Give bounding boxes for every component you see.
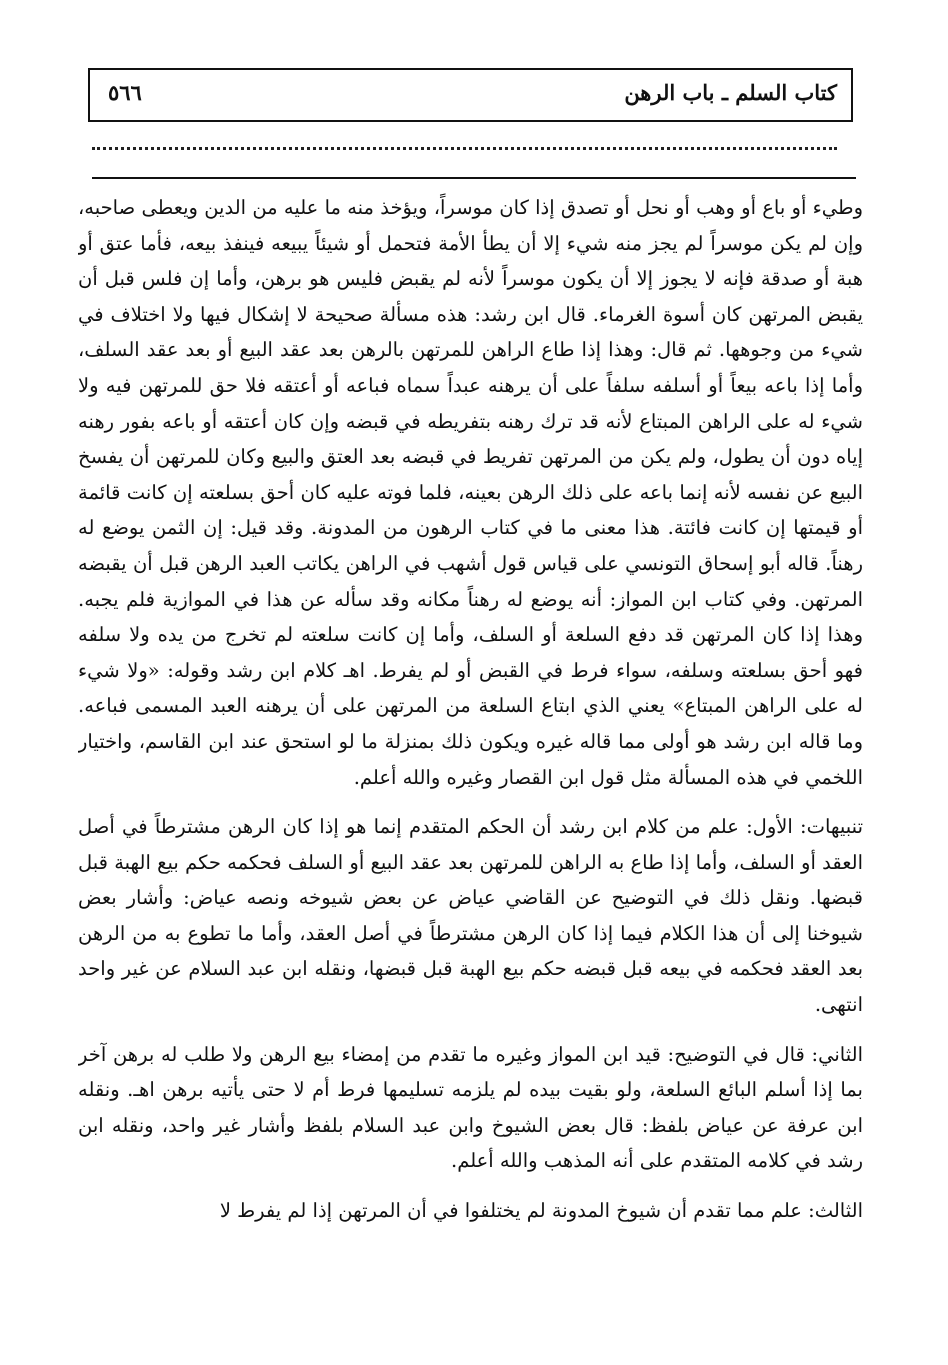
header-title: كتاب السلم ـ باب الرهن bbox=[624, 80, 837, 105]
running-header bbox=[88, 68, 853, 122]
horizontal-rule bbox=[92, 177, 856, 179]
dotted-separator bbox=[92, 147, 837, 150]
body-text bbox=[78, 190, 863, 1350]
paragraph-main: وطيء أو باع أو وهب أو نحل أو تصدق إذا كان موسراً، ويؤخذ منه ما عليه من الدين ويعطى صاحبه، وإن لم يكن موسراً لم يجز منه شيء إلا أن يطأ الأمة فتحمل أو شيئاً يبيعه فينفذ بيعه، فأما عتق أو هبة أو صدقة فإنه لا يجوز إلا أن يكون موسراً لأنه لم يقبض فليس هو برهن، وأما إن فلس قبل أن يقبض المرتهن كان أسوة الغرماء. قال ابن رشد: هذه مسألة صحيحة لا إشكال فيها ولا اختلاف في شيء من وجوهها. ثم قال: وهذا إذا طاع الراهن للمرتهن بالرهن بعد عقد البيع أو بعد عقد السلف، وأما إذا باعه بيعاً أو أسلفه سلفاً على أن يرهنه عبداً سماه فباعه أو أعتقه فلا حق للمرتهن فيه ولا شيء له على الراهن المبتاع لأنه قد ترك رهنه بتفريطه في قبضه وإن كان أعتقه أو باعه بفور رهنه إياه دون أن يطول، ولم يكن من المرتهن تفريط في قبضه بعد العتق والبيع وكان للمرتهن أن يفسخ البيع عن نفسه لأنه إنما باعه على ذلك الرهن بعينه، فلما فوته عليه كان أحق بسلعته إن كانت قائمة أو قيمتها إن كانت فائتة. هذا معنى ما في كتاب الرهون من المدونة. وقد قيل: إن الثمن يوضع له رهناً. قاله أبو إسحاق التونسي على قياس قول أشهب في الراهن يكاتب العبد الرهن قبل أن يقبضه المرتهن. وفي كتاب ابن المواز: أنه يوضع له رهناً مكانه وقد سأله عن هذا في الموازية فلم يجبه. وهذا إذا كان المرتهن قد دفع السلعة أو السلف، وأما إن كانت سلعته لم تخرج من يده ولا سلفه فهو أحق بسلعته وسلفه، سواء فرط في القبض أو لم يفرط. اهـ كلام ابن رشد وقوله: «ولا شيء له على الراهن المبتاع» يعني الذي ابتاع السلعة من المرتهن على أن يرهنه العبد المسمى فباعه. وما قاله ابن رشد هو أولى مما قاله غيره ويكون ذلك بمنزلة ما لو استحق عند ابن القاسم، واختيار اللخمي في هذه المسألة مثل قول ابن القصار وغيره والله أعلم. bbox=[78, 196, 863, 789]
page-number: ٥٦٦ bbox=[108, 80, 142, 105]
paragraph-third: الثالث: علم مما تقدم أن شيوخ المدونة لم يختلفوا في أن المرتهن إذا لم يفرط لا bbox=[219, 1199, 863, 1223]
paragraph-tanbihat-first: تنبيهات: الأول: علم من كلام ابن رشد أن الحكم المتقدم إنما هو إذا كان الرهن مشترطاً في أصل العقد أو السلف، وأما إذا طاع به الراهن للمرتهن بعد عقد البيع أو السلف فحكمه حكم بيع الهبة قبل قبضها. ونقل ذلك في التوضيح عن القاضي عياض عن بعض شيوخه ونصه عياض: وأشار بعض شيوخنا إلى أن هذا الكلام فيما إذا كان الرهن مشترطاً في أصل العقد، وأما ما تطوع به من الرهن بعد العقد فحكمه في بيعه قبل قبضه حكم بيع الهبة قبل قبضها، ونقله ابن عبد السلام عن غير واحد انتهى. bbox=[78, 815, 863, 1017]
paragraph-second: الثاني: قال في التوضيح: قيد ابن المواز وغيره ما تقدم من إمضاء بيع الرهن ولا طلب له برهن آخر بما إذا أسلم البائع السلعة، ولو بقيت بيده لم يلزمه تسليمها فرط أم لا حتى يأتيه برهن اهـ. ونقله ابن عرفة عن عياض بلفظ: قال بعض الشيوخ وابن عبد السلام بلفظ وأشار غير واحد، ونقله ابن رشد في كلامه المتقدم على أنه المذهب والله أعلم. bbox=[78, 1042, 863, 1173]
